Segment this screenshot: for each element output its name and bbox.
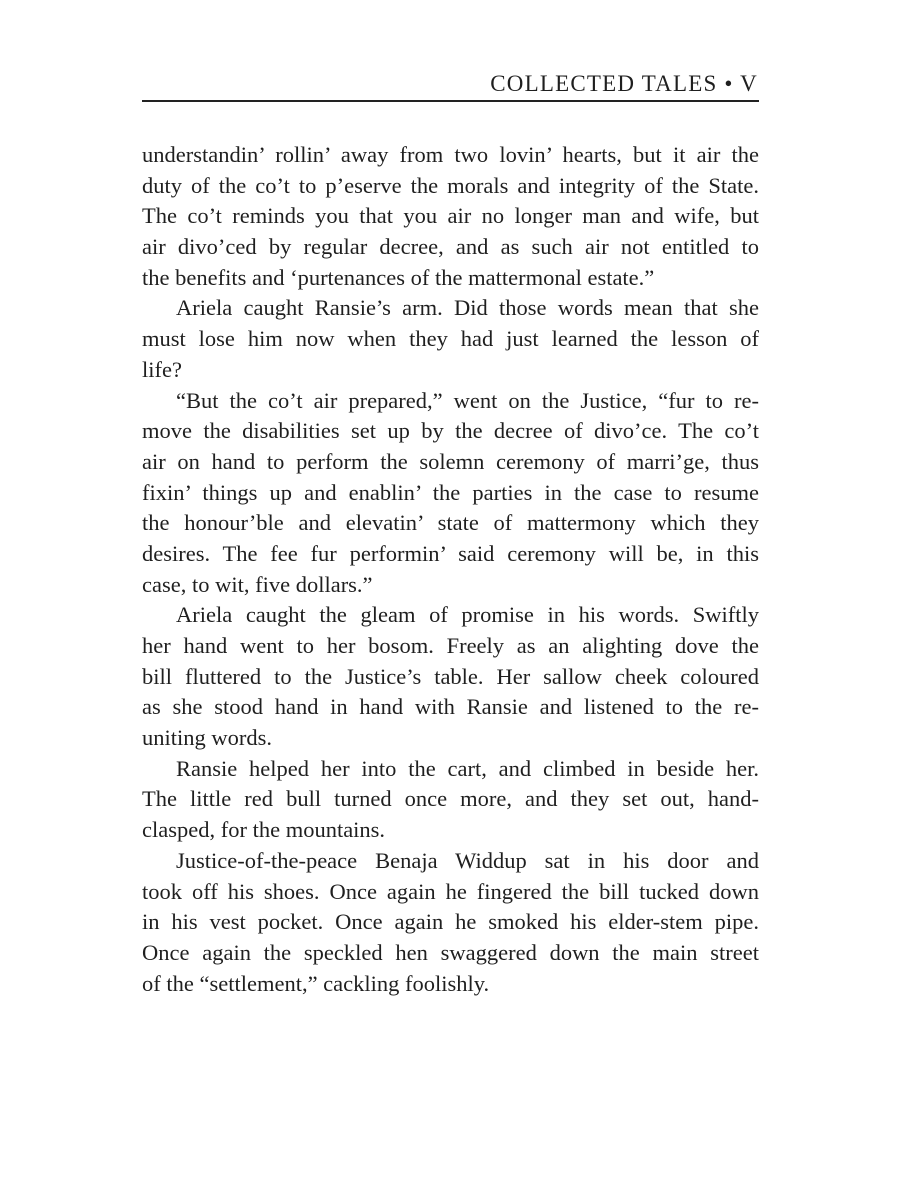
text-line: air divo’ced by regular decree, and as such air not entitled to (142, 234, 759, 260)
text-line: life? (142, 356, 182, 382)
text-line: case, to wit, five dollars.” (142, 571, 373, 597)
text-line: in his vest pocket. Once again he smoked his elder-stem pipe. (142, 909, 759, 935)
running-header: COLLECTED TALES • V (490, 71, 758, 96)
text-line: understandin’ rollin’ away from two lovin’ hearts, but it air the (142, 142, 759, 167)
text-line: her hand went to her bosom. Freely as an alighting dove the (142, 633, 759, 658)
text-line: uniting words. (142, 725, 273, 751)
text-line: Ransie helped her into the cart, and climbed in beside her. (176, 755, 759, 781)
text-line: duty of the co’t to p’eserve the morals and integrity of the State. (142, 172, 759, 198)
text-line: The co’t reminds you that you air no longer man and wife, but (142, 203, 759, 229)
text-line: Once again the speckled hen swaggered down the main street (142, 939, 759, 965)
text-line: the benefits and ‘purtenances of the mattermonal estate.” (142, 264, 655, 290)
text-line: must lose him now when they had just learned the lesson of (142, 326, 759, 352)
text-line: bill fluttered to the Justice’s table. Her sallow cheek coloured (142, 663, 759, 689)
text-line: the honour’ble and elevatin’ state of mattermony which they (142, 510, 759, 536)
text-line: move the disabilities set up by the decree of divo’ce. The co’t (142, 418, 759, 444)
text-line: as she stood hand in hand with Ransie and listened to the re- (142, 694, 759, 720)
text-line: of the “settlement,” cackling foolishly. (142, 970, 490, 996)
text-line: “But the co’t air prepared,” went on the Justice, “fur to re- (176, 387, 759, 413)
text-line: desires. The fee fur performin’ said ceremony will be, in this (142, 540, 759, 566)
text-line: The little red bull turned once more, and they set out, hand- (142, 786, 759, 812)
page-body-text (142, 140, 759, 999)
text-line: Ariela caught the gleam of promise in his words. Swiftly (176, 602, 759, 628)
text-line: air on hand to perform the solemn ceremony of marri’ge, thus (142, 448, 759, 474)
header-rule (142, 100, 759, 102)
text-line: clasped, for the mountains. (142, 817, 386, 843)
text-line: Ariela caught Ransie’s arm. Did those words mean that she (176, 295, 759, 321)
text-line: took off his shoes. Once again he fingered the bill tucked down (142, 878, 759, 904)
text-line: Justice-of-the-peace Benaja Widdup sat in his door and (176, 847, 759, 873)
text-line: fixin’ things up and enablin’ the parties in the case to resume (142, 479, 759, 505)
